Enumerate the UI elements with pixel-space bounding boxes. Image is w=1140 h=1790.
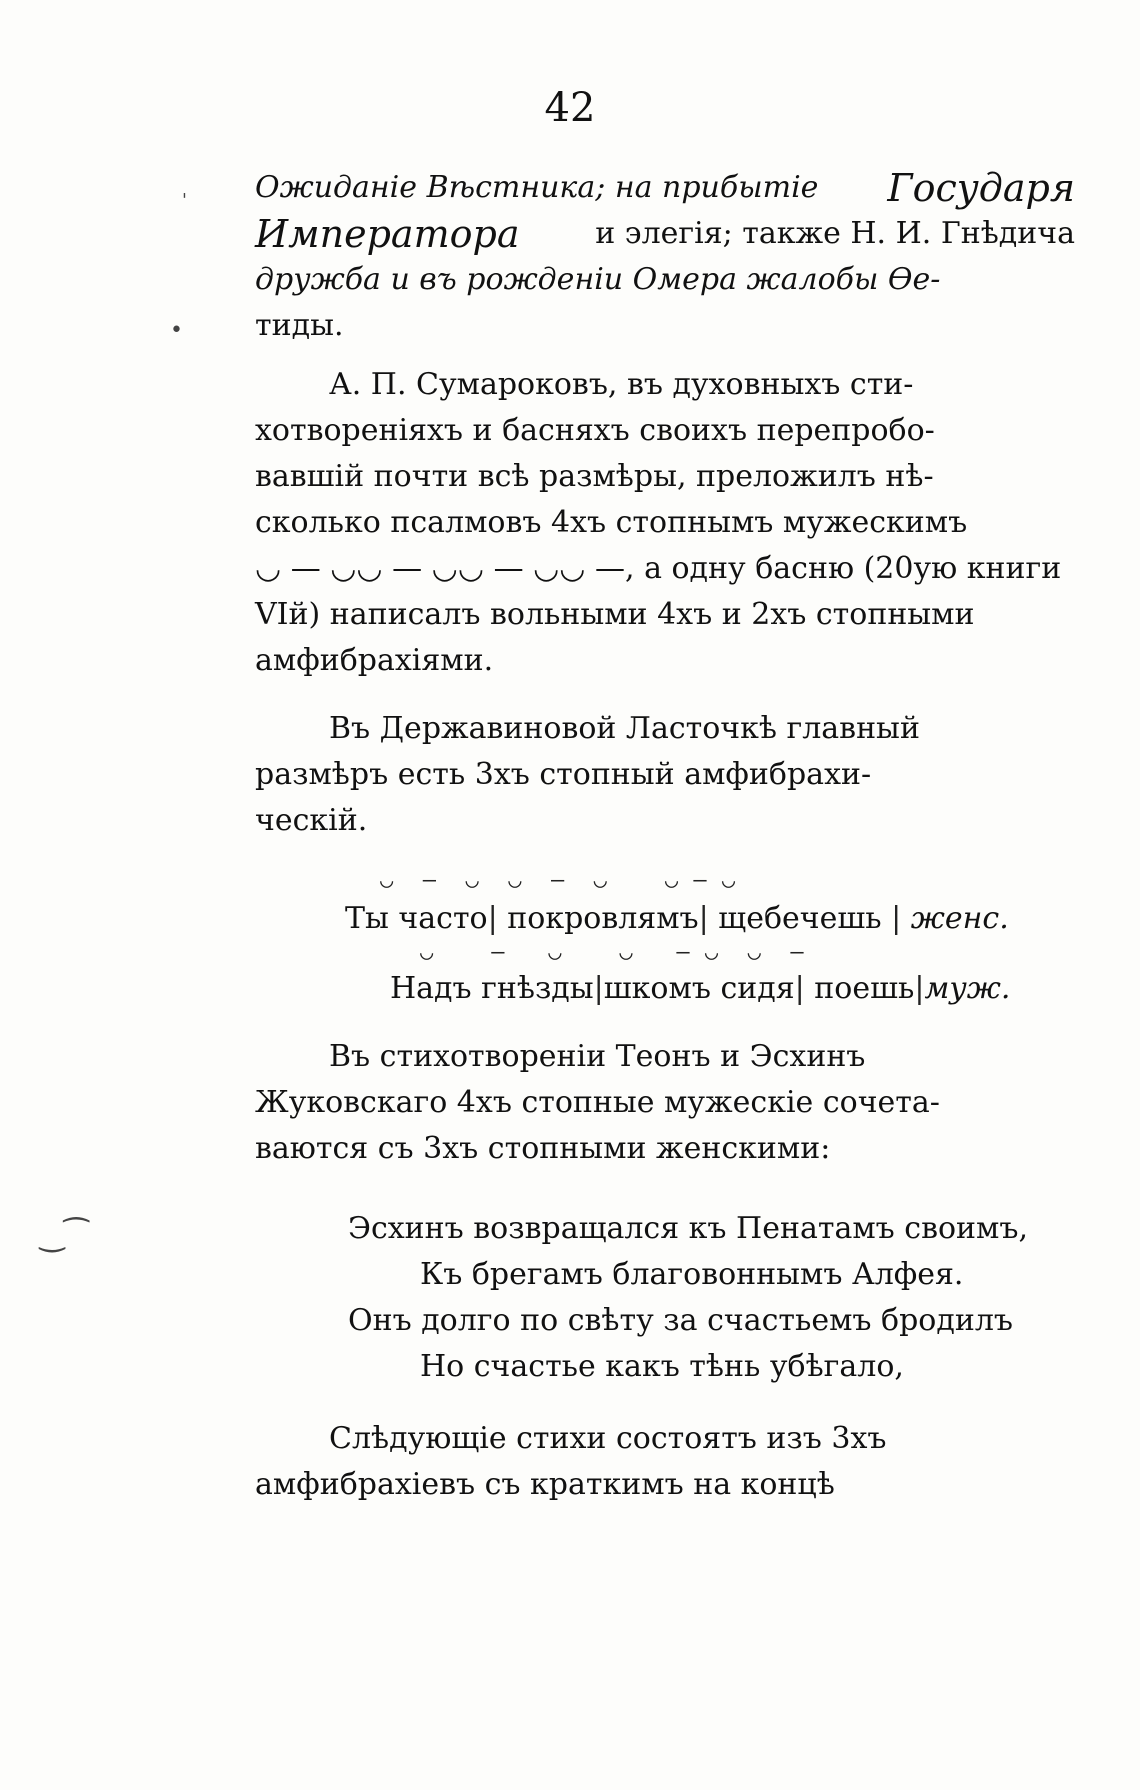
text-line: Жуковскаго 4хъ стопные мужескіе сочета-: [255, 1085, 940, 1120]
text-line: сколько псалмовъ 4хъ стопнымъ мужескимъ: [255, 505, 968, 540]
meter-scheme: ◡ — ◡ ◡ — ◡ ◡ —: [420, 940, 805, 965]
poem-line: Онъ долго по свѣту за счастьемъ бродилъ: [348, 1303, 1013, 1338]
text-line: Въ стихотвореніи Теонъ и Эсхинъ: [329, 1039, 866, 1074]
text-line: ваются съ 3хъ стопными женскими:: [255, 1131, 831, 1166]
foot-separator: |: [794, 971, 805, 1006]
poem-line: Эсхинъ возвращался къ Пенатамъ своимъ,: [348, 1211, 1028, 1246]
verse-foot: покровлямъ: [507, 901, 699, 936]
paragraph-5: [255, 1416, 1075, 1508]
text-line: [255, 303, 1075, 349]
text-line: амфибрахіями.: [255, 643, 494, 678]
verse-foot: щебечешь: [718, 901, 882, 936]
text-line: ческій.: [255, 803, 368, 838]
paragraph-1: [255, 165, 1075, 349]
text-line: Въ Державиновой Ласточкѣ главный: [329, 711, 920, 746]
text-line: [255, 211, 1075, 257]
verse-type-label: муж.: [924, 971, 1011, 1006]
verse-foot: Надъ гнѣзды: [390, 971, 594, 1006]
verse-type-label: женс.: [910, 901, 1009, 936]
text-line: вавшій почти всѣ размѣры, преложилъ нѣ-: [255, 459, 934, 494]
foot-separator: |: [891, 901, 902, 936]
paragraph-4: [255, 1034, 1075, 1172]
text-line: ◡ — ◡◡ — ◡◡ — ◡◡ —, а одну басню (20ую книги: [255, 551, 1062, 586]
text-line: Слѣдующіе стихи состоятъ изъ 3хъ: [329, 1421, 887, 1456]
paragraph-3: [255, 706, 1075, 844]
verse-line: [345, 896, 1009, 942]
poem-line: Къ брегамъ благовоннымъ Алфея.: [420, 1257, 964, 1292]
text-segment: и элегія; также Н. И. Гнѣдича: [595, 216, 1075, 251]
text-segment: Императора: [255, 212, 520, 256]
text-segment: Ожиданіе Вѣстника; на прибытіе: [255, 170, 819, 205]
page-number: 42: [544, 85, 596, 131]
poem-line: Но счастье какъ тѣнь убѣгало,: [420, 1349, 904, 1384]
foot-separator: |: [914, 971, 925, 1006]
margin-mark: •: [170, 318, 183, 343]
text-line: амфибрахіевъ съ краткимъ на концѣ: [255, 1467, 835, 1502]
text-line: [255, 257, 1075, 303]
foot-separator: |: [487, 901, 498, 936]
text-segment: тиды.: [255, 308, 344, 343]
text-line: А. П. Сумароковъ, въ духовныхъ сти-: [329, 367, 914, 402]
margin-mark: ': [182, 190, 187, 211]
verse-foot: шкомъ сидя: [603, 971, 795, 1006]
text-line: [255, 165, 1075, 211]
text-line: хотвореніяхъ и басняхъ своихъ перепробо-: [255, 413, 935, 448]
verse-foot: поешь: [814, 971, 915, 1006]
verse-line: [390, 966, 1010, 1012]
paragraph-2: [255, 362, 1075, 684]
meter-scheme: ◡ — ◡ ◡ — ◡ ◡ — ◡: [380, 868, 737, 893]
text-segment: Государя: [887, 166, 1075, 210]
text-segment: дружба и въ рожденіи Омера жалобы Ѳе-: [255, 262, 941, 297]
text-line: размѣръ есть 3хъ стопный амфибрахи-: [255, 757, 872, 792]
verse-foot: Ты часто: [345, 901, 488, 936]
foot-separator: |: [698, 901, 709, 936]
text-line: VIй) написалъ вольными 4хъ и 2хъ стопными: [255, 597, 975, 632]
foot-separator: |: [593, 971, 604, 1006]
margin-squiggle: ‿⁀: [40, 1218, 89, 1253]
